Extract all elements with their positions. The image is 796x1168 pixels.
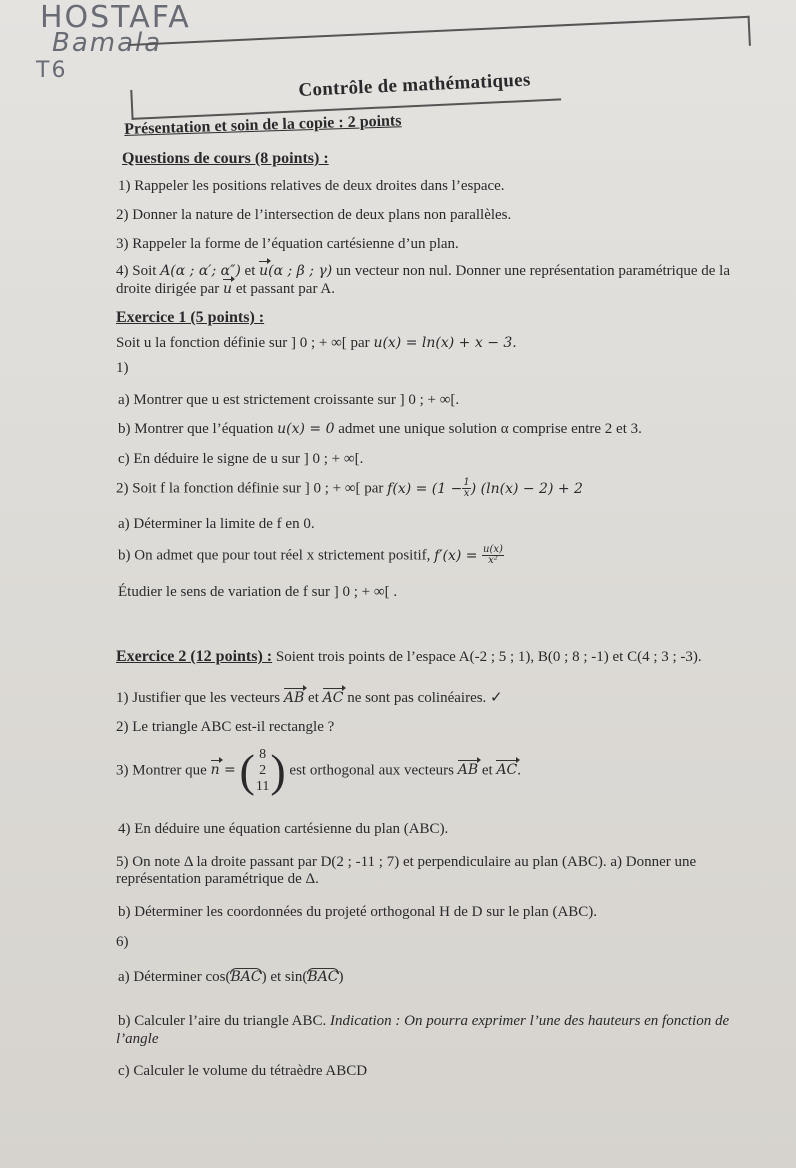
ex1-q2a: a) Déterminer la limite de f en 0. xyxy=(118,516,315,532)
ex1-q2b: b) On admet que pour tout réel x strictement positif, f′(x) = $\frac{u(x)}{\text{x²}}$ xyxy=(118,544,503,566)
ex1-intro: Soit u la fonction définie sur ] 0 ; + ∞[ par u(x) = ln(x) + x − 3. xyxy=(116,335,517,351)
ex1-q2: 2) Soit f la fonction définie sur ] 0 ; + ∞[ par f(x) = (1 − $\frac{1}{x}$ ) (ln(x) − 2) + 2 xyxy=(116,477,583,499)
ex2-q4: 4) En déduire une équation cartésienne du plan (ABC). xyxy=(118,821,449,837)
title-frame xyxy=(128,12,753,114)
ex1-part1: 1) xyxy=(116,360,129,376)
ex2-intro: Soient trois points de l’espace A(-2 ; 5 ; 1), B(0 ; 8 ; -1) et C(4 ; 3 ; -3). xyxy=(275,649,702,665)
ex2-q6b-line1: b) Calculer l’aire du triangle ABC. Indication : On pourra exprimer l’une des hauteurs en fonction de xyxy=(118,1013,730,1029)
ex2-q6: 6) xyxy=(116,934,129,950)
ex2-q6a: a) Déterminer cos(BAC) et sin(BAC) xyxy=(118,969,344,985)
cours-q1: 1) Rappeler les positions relatives de deux droites dans l’espace. xyxy=(118,178,505,194)
ex1-q1a: a) Montrer que u est strictement croissante sur ] 0 ; + ∞[. xyxy=(118,392,460,408)
cours-q4-line1: 4) Soit A(α ; α′; α″) et u(α ; β ; γ) un vecteur non nul. Donner une représentation paramétrique de la xyxy=(116,263,730,279)
ex2-q1: 1) Justifier que les vecteurs AB et AC ne sont pas colinéaires. ✓ xyxy=(116,690,503,706)
page-title: Contrôle de mathématiques xyxy=(298,69,532,101)
ex2-heading: Exercice 2 (12 points) : xyxy=(116,648,273,665)
ex1-q1c: c) En déduire le signe de u sur ] 0 ; + ∞[. xyxy=(118,451,364,467)
handwritten-name-2: Bamala xyxy=(52,28,163,58)
cours-heading: Questions de cours (8 points) : xyxy=(122,150,329,167)
ex2-q6b-line2: l’angle xyxy=(116,1031,159,1047)
ex2-q6c: c) Calculer le volume du tétraèdre ABCD xyxy=(118,1063,368,1079)
cours-q2: 2) Donner la nature de l’intersection de deux plans non parallèles. xyxy=(116,207,512,223)
ex2-q5a-line2: représentation paramétrique de Δ. xyxy=(116,871,319,887)
ex2-heading-line xyxy=(116,648,702,666)
ex1-heading: Exercice 1 (5 points) : xyxy=(116,309,265,326)
ex1-q2c: Étudier le sens de variation de f sur ] 0 ; + ∞[ . xyxy=(118,584,398,600)
presentation-note: Présentation et soin de la copie : 2 points xyxy=(124,112,402,138)
ex2-q5b: b) Déterminer les coordonnées du projeté orthogonal H de D sur le plan (ABC). xyxy=(118,904,598,920)
ex2-q2: 2) Le triangle ABC est-il rectangle ? xyxy=(116,719,335,735)
handwritten-class: T6 xyxy=(36,58,68,83)
cours-q4-line2: droite dirigée par u et passant par A. xyxy=(116,281,335,297)
cours-q3: 3) Rappeler la forme de l’équation cartésienne d’un plan. xyxy=(116,236,459,252)
normal-vector-values: 8 2 11 xyxy=(255,747,270,794)
ex1-q1b: b) Montrer que l’équation u(x) = 0 admet une unique solution α comprise entre 2 et 3. xyxy=(118,421,642,437)
ex2-q5a-line1: 5) On note Δ la droite passant par D(2 ; -11 ; 7) et perpendiculaire au plan (ABC). a) Donner une xyxy=(116,854,697,870)
handwritten-name-1: HOSTAFA xyxy=(40,0,191,35)
ex2-q3: 3) Montrer que n = ( 8 2 11 ) est orthogonal aux vecteurs AB et AC. xyxy=(116,745,522,796)
